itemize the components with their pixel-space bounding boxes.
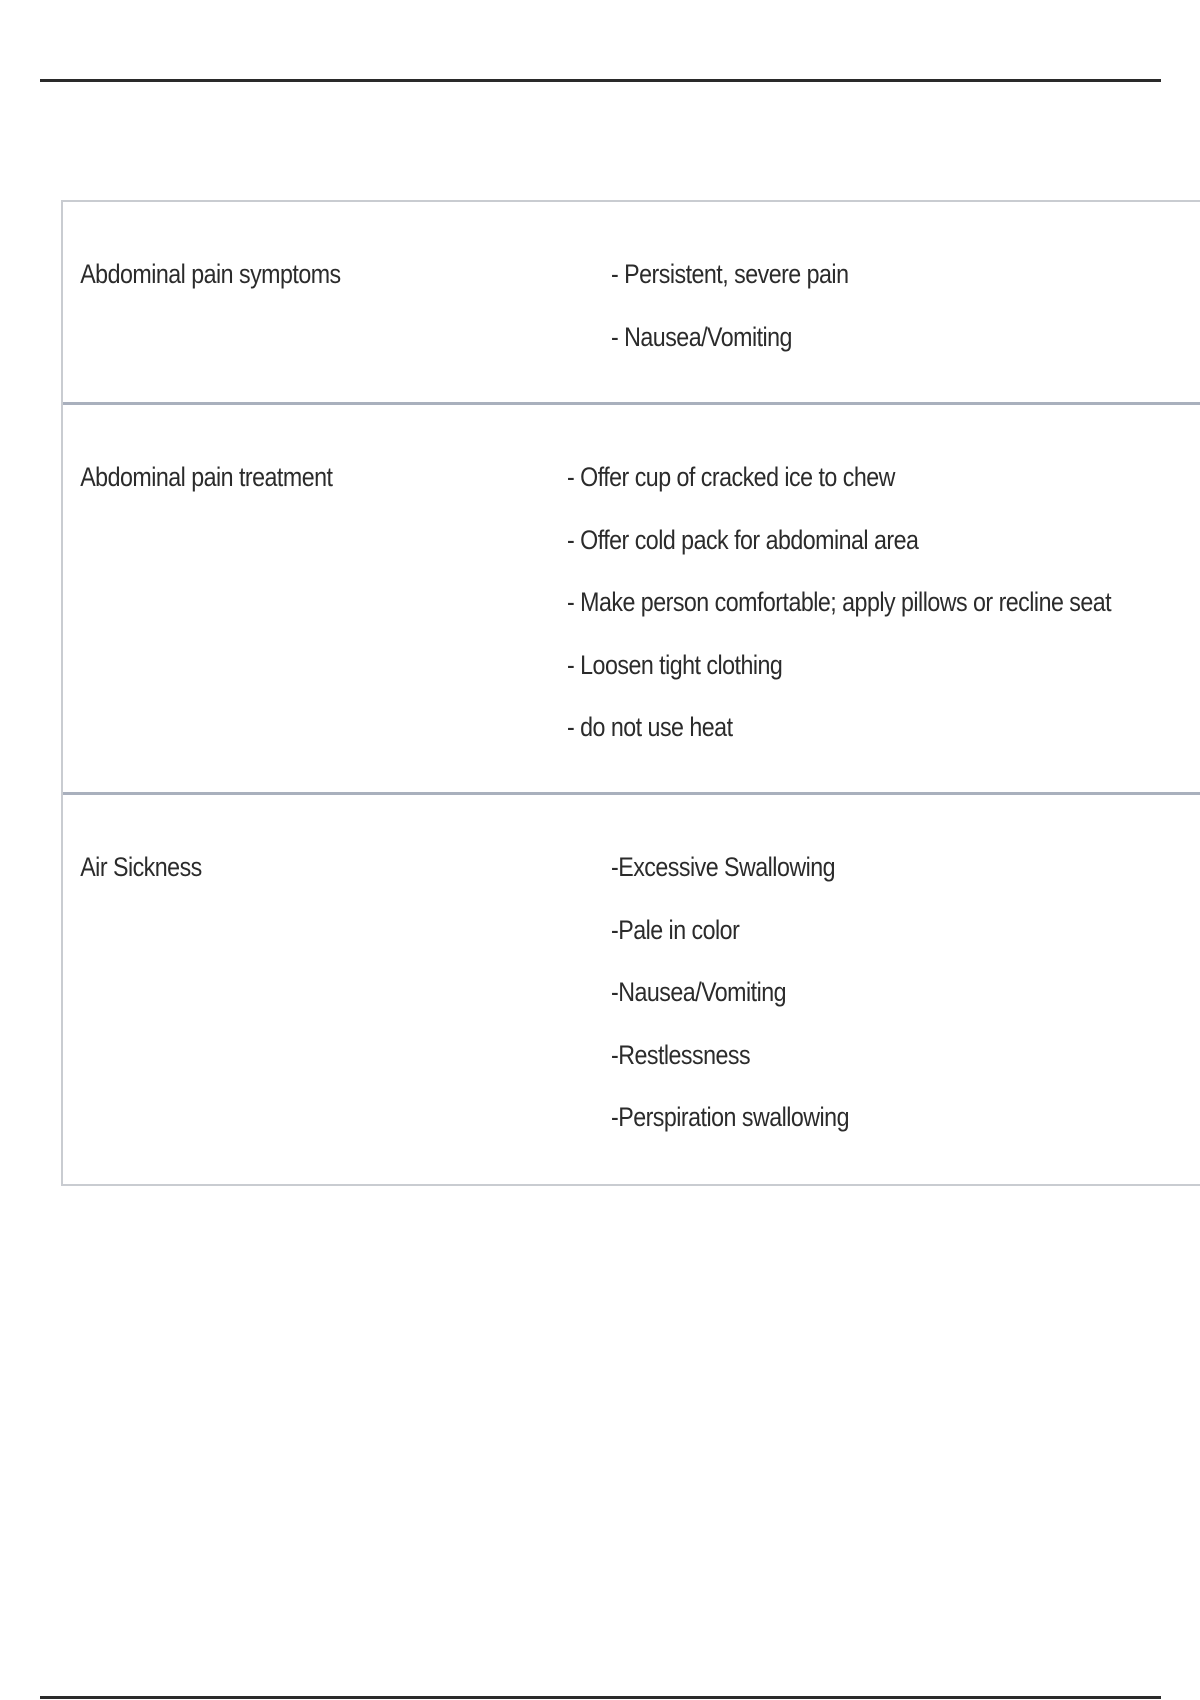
card-term: Abdominal pain symptoms (80, 259, 341, 289)
card-row (63, 795, 1200, 1184)
definition-line: -Excessive Swallowing (611, 852, 836, 882)
definition-line: - Loosen tight clothing (567, 649, 783, 680)
card-row (63, 405, 1200, 795)
definition-line: -Perspiration swallowing (611, 1102, 849, 1132)
top-divider (40, 79, 1161, 82)
card-definition (611, 202, 1200, 402)
card-term: Air Sickness (80, 852, 202, 882)
definition-line: -Nausea/Vomiting (611, 977, 787, 1007)
definition-line: - do not use heat (567, 712, 733, 742)
definition-line: - Persistent, severe pain (611, 259, 849, 289)
card-definition (567, 405, 1200, 792)
definition-line: - Offer cold pack for abdominal area (567, 524, 919, 555)
flashcard-table (61, 200, 1200, 1186)
definition-line: -Restlessness (611, 1039, 751, 1070)
bottom-divider (40, 1696, 1161, 1699)
definition-line: - Nausea/Vomiting (611, 321, 792, 352)
definition-line: - Make person comfortable; apply pillows or recline seat (567, 587, 1112, 617)
definition-line: -Pale in color (611, 914, 740, 945)
card-term: Abdominal pain treatment (80, 462, 333, 492)
definition-line: - Offer cup of cracked ice to chew (567, 462, 896, 492)
card-row (63, 202, 1200, 405)
card-definition (611, 795, 1200, 1184)
